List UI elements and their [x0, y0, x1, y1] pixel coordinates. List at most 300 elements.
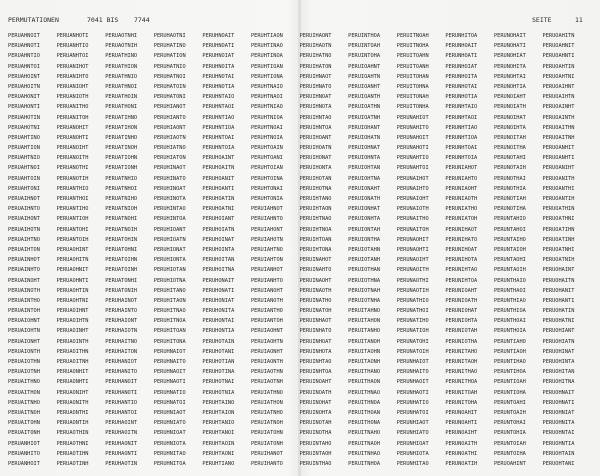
permutation-entry: PERUITNHAO — [348, 450, 381, 457]
permutation-entry: PERUANHTIO — [56, 43, 89, 50]
permutation-entry: PERUAHTOIN — [8, 175, 40, 182]
permutation-entry: PERUHNAITO — [153, 359, 186, 365]
permutation-entry: PERUNIOTAH — [445, 328, 478, 335]
permutation-entry: PERUOATHNI — [542, 216, 575, 223]
permutation-entry: PERUNTHIOA — [493, 308, 526, 315]
permutation-entry: PERUHNTAOI — [202, 104, 235, 111]
permutation-entry: PERUHTAONI — [202, 450, 235, 457]
permutation-entry: PERUNITAOH — [445, 359, 478, 365]
permutation-entry: PERUNITOAH — [445, 389, 478, 396]
permutation-entry: PERUANIHOT — [56, 63, 89, 70]
permutation-entry: PERUNIAHTO — [445, 175, 478, 182]
permutation-entry: PERUINAOHT — [299, 277, 332, 284]
permutation-entry: PERUNAIOHT — [396, 196, 429, 202]
permutation-entry: PERUHTNAIO — [250, 83, 283, 90]
permutation-entry: PERUINOTAH — [299, 420, 332, 427]
permutation-entry: PERUHNAOIT — [153, 369, 186, 376]
permutation-entry: PERUOHINTA — [542, 359, 575, 365]
permutation-entry: PERUOAINTH — [542, 114, 575, 121]
permutation-entry: PERUNTOHAI — [493, 420, 526, 427]
permutation-entry: PERUINHTOA — [299, 369, 332, 376]
permutation-entry: PERUAHONTI — [8, 104, 40, 111]
permutation-entry: PERUOHAITN — [542, 277, 575, 284]
permutation-entry: PERUHNATIO — [153, 389, 186, 396]
permutation-entry: PERUNAHTOI — [396, 165, 429, 172]
permutation-entry: PERUIAOHNT — [250, 328, 283, 335]
permutation-entry: PERUITNOHA — [396, 43, 429, 50]
permutation-entry: PERUHONAIT — [202, 277, 235, 284]
permutation-entry: PERUIHAONT — [299, 33, 332, 39]
permutation-entry: PERUITONAH — [396, 94, 429, 101]
permutation-entry: PERUATHNOI — [105, 83, 138, 90]
permutation-entry: PERUANHTOI — [56, 53, 89, 60]
permutation-entry: PERUNHTAIO — [445, 104, 478, 111]
permutation-entry: PERUHIATNO — [153, 145, 186, 152]
permutation-entry: PERUITHNOA — [348, 399, 381, 406]
permutation-entry: PERUITNAHO — [348, 430, 381, 437]
permutation-entry: PERUAHONIT — [8, 94, 40, 101]
permutation-entry: PERUIANOTH — [250, 297, 283, 304]
permutation-entry: PERUAIHTNO — [8, 236, 40, 243]
permutation-entry: PERUIHANOT — [250, 450, 283, 457]
permutation-entry: PERUIANHOT — [250, 267, 283, 274]
permutation-entry: PERUHTNIOA — [250, 114, 283, 121]
permutation-entry: PERUNTHOIA — [493, 328, 526, 335]
permutation-entry: PERUNTAHIO — [493, 216, 526, 223]
permutation-entry: PERUIHTOAN — [299, 236, 332, 243]
permutation-entry: PERUHNOATI — [202, 43, 235, 50]
permutation-entry: PERUNAOTIH — [396, 287, 429, 294]
permutation-entry: PERUHTANOI — [202, 430, 235, 437]
permutation-entry: PERUNIHTOA — [445, 277, 478, 284]
permutation-entry: PERUAOTIHN — [56, 450, 89, 457]
permutation-entry: PERUAIHNTO — [8, 206, 40, 213]
permutation-entry: PERUNHTIOA — [445, 134, 478, 141]
permutation-entry: PERUANOITH — [56, 155, 89, 162]
permutation-entry: PERUNAOITH — [396, 267, 429, 274]
permutation-entry: PERUIHTONA — [299, 246, 332, 253]
permutation-entry: PERUOAHTNI — [542, 73, 575, 80]
permutation-entry: PERUANIHTO — [56, 73, 89, 80]
permutation-entry: PERUITHONA — [348, 420, 381, 427]
permutation-entry: PERUIOHATN — [348, 134, 381, 141]
permutation-entry: PERUAOIHTN — [56, 318, 89, 325]
permutation-entry: PERUNHTOIA — [445, 155, 478, 162]
permutation-entry: PERUHIAONT — [153, 124, 186, 131]
permutation-entry: PERUIANTHO — [250, 308, 283, 315]
permutation-entry: PERUNAHIOT — [396, 114, 429, 121]
permutation-entry: PERUAHNTOI — [8, 63, 40, 70]
permutation-entry: PERUINAOTH — [299, 287, 332, 294]
permutation-entry: PERUIAHONT — [250, 226, 283, 233]
permutation-entry: PERUAONTIH — [56, 420, 89, 427]
permutation-grid — [8, 31, 592, 471]
permutation-entry: PERUHOAINT — [202, 155, 235, 162]
permutation-entry: PERUOAHINT — [493, 460, 526, 467]
permutation-entry: PERUOATNIH — [542, 257, 575, 264]
permutation-entry: PERUIOTNHA — [348, 297, 381, 304]
permutation-entry: PERUIOHTAN — [348, 165, 381, 172]
permutation-entry: PERUNOTHIA — [493, 185, 526, 192]
permutation-entry: PERUOHITNA — [542, 379, 575, 386]
permutation-entry: PERUHTAION — [202, 409, 235, 416]
permutation-entry: PERUHNIOAT — [153, 430, 186, 437]
permutation-entry: PERUAITOHN — [8, 420, 40, 427]
permutation-entry: PERUAIOTHN — [8, 359, 40, 365]
permutation-entry: PERUAONHTI — [56, 379, 89, 386]
permutation-entry: PERUAOINHT — [56, 328, 89, 335]
permutation-entry: PERUIOTHNA — [348, 277, 381, 284]
permutation-entry: PERUINTHOA — [348, 33, 381, 39]
permutation-entry: PERUNHOITA — [445, 73, 478, 80]
permutation-entry: PERUNAIHTO — [396, 185, 429, 192]
permutation-entry: PERUIHOANT — [299, 134, 332, 141]
permutation-entry: PERUNITHAO — [445, 369, 478, 376]
permutation-entry: PERUIHNOTA — [299, 104, 332, 111]
permutation-entry: PERUHONIAT — [202, 297, 235, 304]
permutation-entry: PERUHOANIT — [202, 175, 235, 182]
permutation-entry: PERUATOINH — [105, 267, 138, 274]
permutation-entry: PERUITNAOH — [348, 440, 381, 447]
permutation-entry: PERUANOIHT — [56, 145, 89, 152]
permutation-entry: PERUNOHIAT — [493, 53, 526, 60]
permutation-entry: PERUITOHAN — [396, 73, 429, 80]
permutation-entry: PERUAHTION — [8, 145, 40, 152]
permutation-entry: PERUHTANIO — [202, 420, 235, 427]
permutation-entry: PERUOATNHI — [542, 246, 575, 253]
permutation-entry: PERUHAOTNI — [153, 33, 186, 39]
permutation-entry: PERUHAITNO — [105, 338, 138, 345]
permutation-entry: PERUNITHOA — [445, 379, 478, 386]
permutation-entry: PERUNIOHAT — [445, 308, 478, 315]
permutation-entry: PERUIONATH — [348, 196, 381, 202]
permutation-entry: PERUNTIOHA — [493, 389, 526, 396]
permutation-entry: PERUHITNOA — [153, 318, 186, 325]
permutation-entry: PERUAOINTH — [56, 338, 89, 345]
permutation-entry: PERUNHAOTI — [396, 389, 429, 396]
permutation-entry: PERUHONITA — [202, 308, 235, 315]
permutation-entry: PERUHNTOAI — [202, 134, 235, 141]
permutation-entry: PERUNTAHOI — [493, 226, 526, 233]
permutation-entry: PERUHTIOAN — [250, 63, 283, 70]
permutation-entry: PERUHOITAN — [202, 257, 235, 264]
permutation-entry: PERUNOTIHA — [493, 206, 526, 213]
permutation-entry: PERUNHATOI — [396, 409, 429, 416]
permutation-entry: PERUNATIHO — [396, 318, 429, 325]
permutation-entry: PERUNTIOAH — [493, 379, 526, 386]
permutation-entry: PERUHOIATN — [202, 226, 235, 233]
header-range: 7041 BIS 7744 — [87, 16, 150, 24]
permutation-entry: PERUNIHOAT — [445, 246, 478, 253]
permutation-entry: PERUIOTHAN — [348, 267, 381, 274]
permutation-entry: PERUAHTONI — [8, 185, 40, 192]
permutation-entry: PERUNHIAOT — [396, 420, 429, 427]
permutation-entry: PERUHATNOI — [153, 73, 186, 80]
permutation-entry: PERUHOTANI — [202, 348, 235, 355]
permutation-entry: PERUANOTHI — [56, 165, 89, 172]
permutation-entry: PERUITHNAO — [348, 389, 381, 396]
permutation-entry: PERUIAOTHN — [250, 369, 283, 376]
permutation-entry: PERUHIOTNA — [153, 277, 186, 284]
permutation-entry: PERUINOAHT — [299, 379, 332, 386]
permutation-entry: PERUHIANTO — [153, 114, 186, 121]
permutation-entry: PERUNAOTHI — [396, 277, 429, 284]
permutation-entry: PERUATONIH — [105, 287, 138, 294]
permutation-entry: PERUHIOANT — [153, 226, 186, 233]
permutation-entry: PERUITHANO — [348, 369, 381, 376]
permutation-entry: PERUOHNTAI — [542, 430, 575, 437]
permutation-entry: PERUANTOIH — [56, 236, 89, 243]
permutation-entry: PERUOAITHN — [542, 124, 575, 131]
header-title: PERMUTATIONEN — [8, 16, 59, 24]
permutation-entry: PERUITAHNO — [348, 308, 381, 315]
permutation-entry: PERUATNHIO — [105, 175, 138, 182]
permutation-entry: PERUINTOHA — [348, 53, 381, 60]
permutation-entry: PERUIAHOTN — [250, 236, 283, 243]
permutation-entry: PERUIONHTA — [348, 216, 381, 223]
permutation-entry: PERUHINTOA — [153, 216, 186, 223]
permutation-entry: PERUINHTAO — [299, 359, 332, 365]
permutation-entry: PERUAHNOIT — [8, 33, 40, 39]
permutation-entry: PERUNATIOH — [396, 328, 429, 335]
permutation-entry: PERUOHATNI — [542, 318, 575, 325]
permutation-entry: PERUNOHTAI — [493, 73, 526, 80]
permutation-entry: PERUATINOH — [105, 145, 138, 152]
permutation-entry: PERUNATHOI — [396, 308, 429, 315]
permutation-entry: PERUANOHTI — [56, 134, 89, 141]
permutation-entry: PERUAOIHNT — [56, 308, 89, 315]
permutation-entry: PERUOATINH — [542, 236, 575, 243]
permutation-entry: PERUNOTHAI — [493, 175, 526, 182]
permutation-entry: PERUAITHNO — [8, 379, 40, 386]
permutation-entry: PERUIONAHT — [348, 185, 381, 192]
permutation-entry: PERUHIOTAN — [153, 267, 186, 274]
permutation-entry: PERUAITNOH — [8, 409, 40, 416]
permutation-entry: PERUHNTIOA — [202, 124, 235, 131]
permutation-entry: PERUATNIHO — [105, 196, 138, 202]
permutation-entry: PERUNIOHTA — [445, 318, 478, 325]
permutation-entry: PERUATHION — [105, 63, 138, 70]
permutation-entry: PERUANHOTI — [56, 33, 89, 39]
permutation-entry: PERUATNOHI — [105, 216, 138, 223]
permutation-entry: PERUAIOHTN — [8, 328, 40, 335]
permutation-entry: PERUHINOTA — [153, 196, 186, 202]
permutation-entry: PERUATNIOH — [105, 206, 138, 213]
permutation-entry: PERUHTOIAN — [250, 165, 283, 172]
permutation-entry: PERUIANTOH — [250, 318, 283, 325]
permutation-entry: PERUAONHIT — [56, 369, 89, 376]
permutation-entry: PERUATOIHN — [105, 257, 138, 264]
permutation-entry: PERUNIHATO — [445, 236, 478, 243]
permutation-entry: PERUHTOINA — [250, 175, 283, 182]
permutation-entry: PERUOHANTI — [542, 297, 575, 304]
permutation-entry: PERUAIHNOT — [8, 196, 40, 202]
permutation-entry: PERUNATOIH — [396, 348, 429, 355]
permutation-entry: PERUNTAOIH — [493, 267, 526, 274]
permutation-entry: PERUHAOINT — [105, 420, 138, 427]
permutation-entry: PERUITHAON — [348, 379, 381, 386]
permutation-entry: PERUHNITOA — [153, 460, 186, 467]
permutation-entry: PERUHNAOTI — [153, 379, 186, 386]
permutation-entry: PERUOANHTI — [542, 155, 575, 162]
permutation-entry: PERUINOATH — [299, 389, 332, 396]
permutation-entry: PERUINHOAT — [299, 338, 332, 345]
permutation-entry: PERUANTOHI — [56, 226, 89, 233]
permutation-entry: PERUHTONAI — [250, 185, 283, 192]
permutation-entry: PERUNTIHAO — [493, 359, 526, 365]
permutation-entry: PERUINTAOH — [299, 450, 332, 457]
permutation-entry: PERUNATOHI — [396, 338, 429, 345]
permutation-entry: PERUAINOHT — [8, 277, 40, 284]
permutation-entry: PERUHOTNAI — [202, 379, 235, 386]
permutation-entry: PERUAOHTIN — [56, 287, 89, 294]
permutation-entry: PERUNTAIHO — [493, 236, 526, 243]
permutation-entry: PERUHITNAO — [153, 308, 186, 315]
permutation-entry: PERUNTOIAH — [493, 440, 526, 447]
permutation-entry: PERUINHOTA — [299, 348, 332, 355]
permutation-entry: PERUIONTHA — [348, 236, 381, 243]
permutation-entry: PERUATIONH — [105, 165, 138, 172]
permutation-entry: PERUHANITO — [105, 369, 138, 376]
permutation-entry: PERUNOITHA — [493, 145, 526, 152]
permutation-entry: PERUANTHOI — [56, 196, 89, 202]
permutation-entry: PERUHNIOTA — [153, 440, 186, 447]
permutation-entry: PERUHOTAIN — [202, 338, 235, 345]
permutation-entry: PERUANITOH — [56, 114, 89, 121]
permutation-entry: PERUNATHIO — [396, 297, 429, 304]
permutation-entry: PERUNOIAHT — [493, 94, 526, 101]
permutation-entry: PERUHNATOI — [153, 399, 186, 406]
permutation-entry: PERUOANTHI — [542, 185, 575, 192]
permutation-entry: PERUHITONA — [153, 338, 186, 345]
permutation-entry: PERUAOTINH — [56, 460, 89, 467]
permutation-entry: PERUAIHOTN — [8, 226, 40, 233]
permutation-entry: PERUINAHOT — [299, 257, 332, 264]
permutation-entry: PERUOAHNIT — [542, 43, 575, 50]
permutation-entry: PERUIAOHTN — [250, 338, 283, 345]
permutation-entry: PERUINOHAT — [299, 399, 332, 406]
permutation-entry: PERUNHOIAT — [445, 63, 478, 70]
permutation-entry: PERUANHOIT — [8, 460, 40, 467]
permutation-entry: PERUNTHAOI — [493, 287, 526, 294]
permutation-entry: PERUIHTANO — [299, 196, 332, 202]
permutation-entry: PERUHOITNA — [202, 267, 235, 274]
permutation-entry: PERUIOATHN — [348, 104, 381, 111]
permutation-entry: PERUNOHITA — [493, 63, 526, 70]
permutation-entry: PERUIONHAT — [348, 206, 381, 213]
permutation-entry: PERUAHNTIO — [8, 53, 40, 60]
permutation-entry: PERUHNOIAT — [202, 53, 235, 60]
permutation-entry: PERUIONTAH — [348, 226, 381, 233]
permutation-entry: PERUHTNOIA — [250, 134, 283, 141]
permutation-entry: PERUAHNOTI — [8, 43, 40, 50]
permutation-entry: PERUINTOAH — [348, 43, 381, 50]
permutation-entry: PERUNIHAOT — [445, 226, 478, 233]
permutation-entry: PERUHNITAO — [153, 450, 186, 457]
permutation-entry: PERUHNTIAO — [202, 114, 235, 121]
permutation-entry: PERUIOANTH — [348, 94, 381, 101]
permutation-entry: PERUNHTIAO — [445, 124, 478, 131]
permutation-entry: PERUNTAIOH — [493, 246, 526, 253]
permutation-entry: PERUIANOHT — [250, 287, 283, 294]
permutation-entry: PERUATONHI — [105, 277, 138, 284]
permutation-entry: PERUANHITO — [8, 450, 40, 457]
permutation-entry: PERUAOHNIT — [56, 267, 89, 274]
permutation-entry: PERUNOIHAT — [493, 114, 526, 121]
permutation-entry: PERUOANTIH — [542, 196, 575, 202]
permutation-entry: PERUATHNIO — [105, 73, 138, 80]
permutation-entry: PERUNTOAIH — [493, 409, 526, 416]
permutation-entry: PERUAIOTNH — [8, 369, 40, 376]
permutation-entry: PERUATIOHN — [105, 155, 138, 162]
permutation-entry: PERUHONATI — [202, 287, 235, 294]
permutation-entry: PERUHIANOT — [153, 104, 186, 111]
permutation-entry: PERUIHATON — [299, 63, 332, 70]
permutation-entry: PERUANHIOT — [8, 440, 40, 447]
permutation-entry: PERUITAONH — [348, 359, 381, 365]
permutation-entry: PERUOAINHT — [542, 104, 575, 111]
permutation-entry: PERUINTAHO — [299, 440, 332, 447]
permutation-entry: PERUAOHINT — [56, 246, 89, 253]
permutation-entry: PERUHANTOI — [105, 409, 138, 416]
permutation-entry: PERUNOIATH — [493, 104, 526, 111]
permutation-entry: PERUAINHOT — [8, 257, 40, 264]
permutation-entry: PERUIOAHTN — [348, 73, 381, 80]
permutation-entry: PERUANTIOH — [56, 216, 89, 223]
permutation-entry: PERUOHNIAT — [542, 409, 575, 416]
permutation-entry: PERUAIONTH — [8, 348, 40, 355]
permutation-entry: PERUAHTNIO — [8, 155, 40, 162]
permutation-entry: PERUNHTOAI — [445, 145, 478, 152]
permutation-entry: PERUIOHANT — [348, 124, 381, 131]
permutation-entry: PERUIOHTNA — [348, 175, 381, 182]
permutation-entry: PERUINAHTO — [299, 267, 332, 274]
permutation-entry: PERUHONTAI — [202, 318, 235, 325]
permutation-entry: PERUNOAHIT — [445, 409, 478, 416]
permutation-entry: PERUHATOIN — [153, 83, 186, 90]
permutation-entry: PERUNIOTHA — [445, 338, 478, 345]
permutation-entry: PERUAONIHT — [56, 389, 89, 396]
permutation-entry: PERUOHAINT — [542, 267, 575, 274]
permutation-entry: PERUANITHO — [56, 104, 89, 111]
permutation-entry: PERUIATOHN — [250, 430, 283, 437]
permutation-entry: PERUNIAOTH — [445, 196, 478, 202]
permutation-entry: PERUNTOIHA — [493, 450, 526, 457]
permutation-entry: PERUOHTAIN — [542, 450, 575, 457]
permutation-entry: PERUHOATNI — [202, 206, 235, 213]
permutation-entry: PERUNITAHO — [445, 348, 478, 355]
permutation-entry: PERUNAITHO — [396, 216, 429, 223]
permutation-entry: PERUAHOINT — [8, 73, 40, 80]
permutation-entry: PERUATNHOI — [105, 185, 138, 192]
permutation-entry: PERUHTNOAI — [250, 124, 283, 131]
permutation-entry: PERUHTIAON — [250, 33, 283, 39]
permutation-entry: PERUIHOTNA — [299, 185, 332, 192]
permutation-entry: PERUNTHOAI — [493, 318, 526, 325]
permutation-entry: PERUOAHTIN — [542, 63, 575, 70]
permutation-entry: PERUIAONHT — [250, 348, 283, 355]
permutation-entry: PERUNHAITO — [396, 369, 429, 376]
permutation-entry: PERUATHOIN — [105, 94, 138, 101]
permutation-entry: PERUHAONIT — [105, 440, 138, 447]
permutation-entry: PERUOANITH — [542, 175, 575, 182]
permutation-entry: PERUATINHO — [105, 134, 138, 141]
permutation-entry: PERUINOHTA — [299, 409, 332, 416]
permutation-entry: PERUNHOTIA — [445, 94, 478, 101]
permutation-entry: PERUNOAITH — [445, 440, 478, 447]
permutation-entry: PERUNHIATO — [396, 430, 429, 437]
permutation-entry: PERUNOAHTI — [445, 420, 478, 427]
